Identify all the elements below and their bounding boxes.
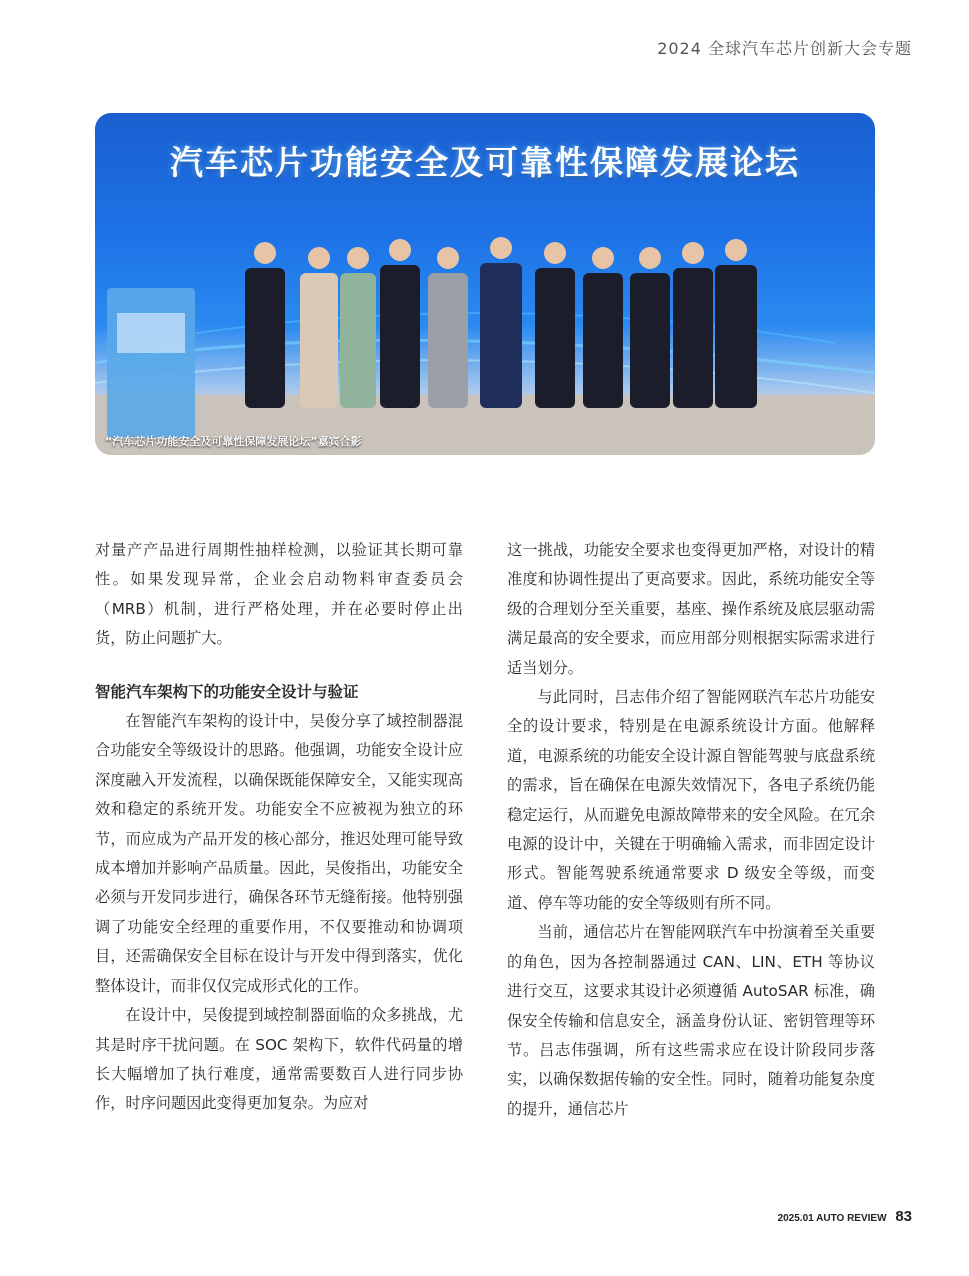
- page-footer: [778, 1208, 912, 1225]
- magazine-name: AUTO REVIEW: [816, 1213, 887, 1224]
- photo-banner-text: 汽车芯片功能安全及可靠性保障发展论坛: [170, 143, 800, 182]
- group-photo: [95, 113, 875, 455]
- paragraph: 当前，通信芯片在智能网联汽车中扮演着至关重要的角色，因为各控制器通过 CAN、LIN、ETH 等协议进行交互，这要求其设计必须遵循 AutoSAR 标准，确保安全传输和信息安全，涵盖身份认证、密钥管理等环节。吕志伟强调，所有这些需求应在设计阶段同步落实，以确保数据传输的安全性。同时，随着功能复杂度的提升，通信芯片: [507, 923, 875, 1118]
- photo-caption: “汽车芯片功能安全及可靠性保障发展论坛”嘉宾合影: [105, 435, 362, 448]
- paragraph: 对量产产品进行周期性抽样检测，以验证其长期可靠性。如果发现异常，企业会启动物料审查委员会（MRB）机制，进行严格处理，并在必要时停止出货，防止问题扩大。: [95, 541, 463, 648]
- paragraph: 这一挑战，功能安全要求也变得更加严格，对设计的精准度和协调性提出了更高要求。因此，系统功能安全等级的合理划分至关重要，基座、操作系统及底层驱动需满足最高的安全要求，而应用部分则根据实际需求进行适当划分。: [507, 541, 875, 677]
- page-number: 83: [895, 1208, 912, 1225]
- photo-scene: [95, 113, 875, 455]
- paragraph: 在设计中，吴俊提到域控制器面临的众多挑战，尤其是时序干扰问题。在 SOC 架构下，软件代码量的增长大幅增加了执行难度，通常需要数百人进行同步协作，时序问题因此变得更加复杂。为应对: [95, 1006, 463, 1113]
- left-column: [95, 536, 463, 1119]
- section-heading: 智能汽车架构下的功能安全设计与验证: [95, 682, 359, 701]
- issue-date: 2025.01: [777, 1213, 814, 1224]
- running-header: 2024 全球汽车芯片创新大会专题: [657, 39, 912, 58]
- paragraph: 在智能汽车架构的设计中，吴俊分享了域控制器混合功能安全等级设计的思路。他强调，功能安全设计应深度融入开发流程，以确保既能保障安全，又能实现高效和稳定的系统开发。功能安全不应被视为独立的环节，而应成为产品开发的核心部分，推迟处理可能导致成本增加并影响产品质量。因此，吴俊指出，功能安全必须与开发同步进行，确保各环节无缝衔接。他特别强调了功能安全经理的重要作用，不仅要推动和协调项目，还需确保安全目标在设计与开发中得到落实，优化整体设计，而非仅仅完成形式化的工作。: [95, 712, 463, 995]
- paragraph: 与此同时，吕志伟介绍了智能网联汽车芯片功能安全的设计要求，特别是在电源系统设计方面。他解释道，电源系统的功能安全设计源自智能驾驶与底盘系统的需求，旨在确保在电源失效情况下，各电子系统仍能稳定运行，从而避免电源故障带来的安全风险。在冗余电源的设计中，关键在于明确输入需求，而非固定设计形式。智能驾驶系统通常要求 D 级安全等级，而变道、停车等功能的安全等级则有所不同。: [507, 688, 875, 912]
- right-column: [507, 536, 875, 1124]
